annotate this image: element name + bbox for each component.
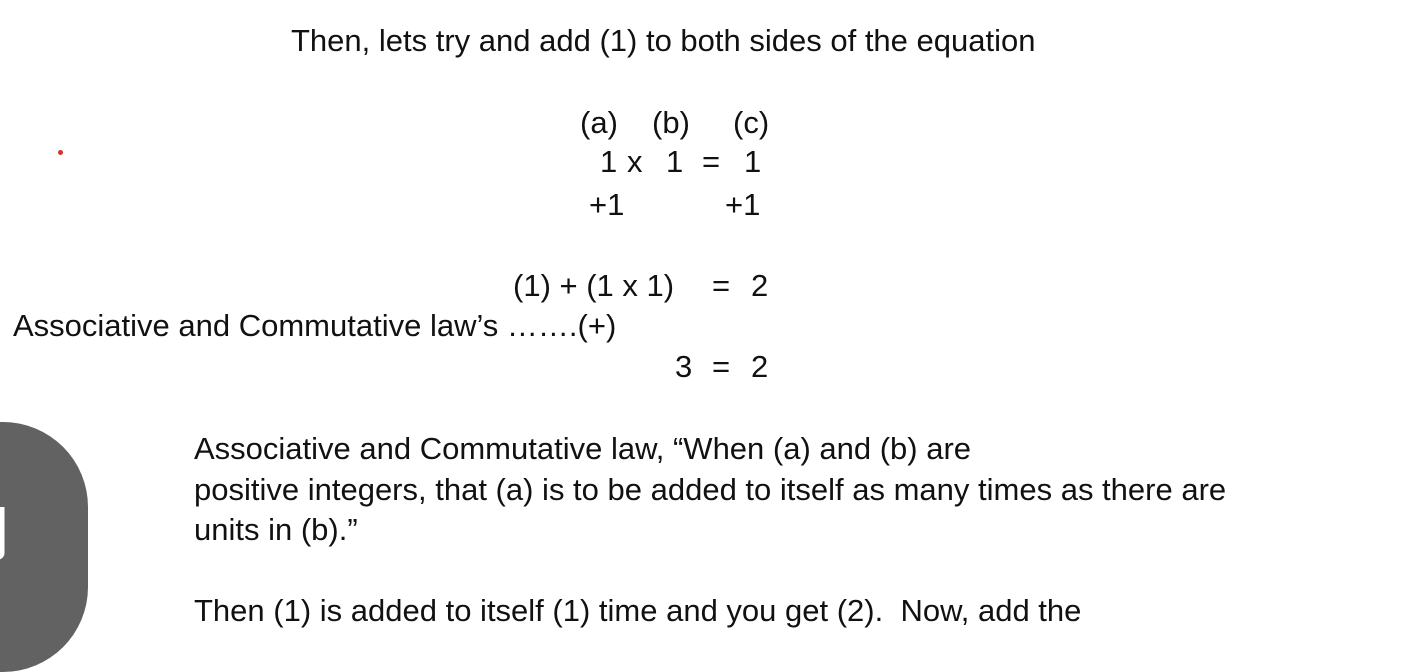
- floating-action-button[interactable]: [0, 422, 88, 672]
- row3-right: 2: [751, 268, 769, 303]
- law-note: Associative and Commutative law’s …….(+): [13, 308, 617, 343]
- partial-glyph-icon: [0, 507, 26, 607]
- row4-equals: =: [712, 349, 731, 384]
- column-label-a: (a): [580, 105, 618, 140]
- row3-left: (1) + (1 x 1): [513, 268, 675, 303]
- paragraph-line: positive integers, that (a) is to be added to itself as many times as there are: [194, 472, 1227, 507]
- row4-right: 2: [751, 349, 769, 384]
- heading-text: Then, lets try and add (1) to both sides of the equation: [291, 23, 1036, 58]
- paragraph-line: Associative and Commutative law, “When (a) and (b) are: [194, 431, 972, 466]
- row1-left-b: 1: [666, 144, 684, 179]
- row4-left: 3: [675, 349, 693, 384]
- row1-operator: x: [627, 144, 643, 179]
- row3-equals: =: [712, 268, 731, 303]
- row1-right: 1: [744, 144, 762, 179]
- row1-left-a: 1: [600, 144, 618, 179]
- row2-right: +1: [725, 187, 761, 222]
- paragraph-then-added: Then (1) is added to itself (1) time and you get (2). Now, add the: [194, 593, 1082, 628]
- column-label-c: (c): [733, 105, 770, 140]
- paragraph-line: units in (b).”: [194, 512, 358, 547]
- row2-left: +1: [589, 187, 625, 222]
- row1-equals: =: [702, 144, 721, 179]
- column-label-b: (b): [652, 105, 690, 140]
- red-marker-dot: [58, 150, 63, 155]
